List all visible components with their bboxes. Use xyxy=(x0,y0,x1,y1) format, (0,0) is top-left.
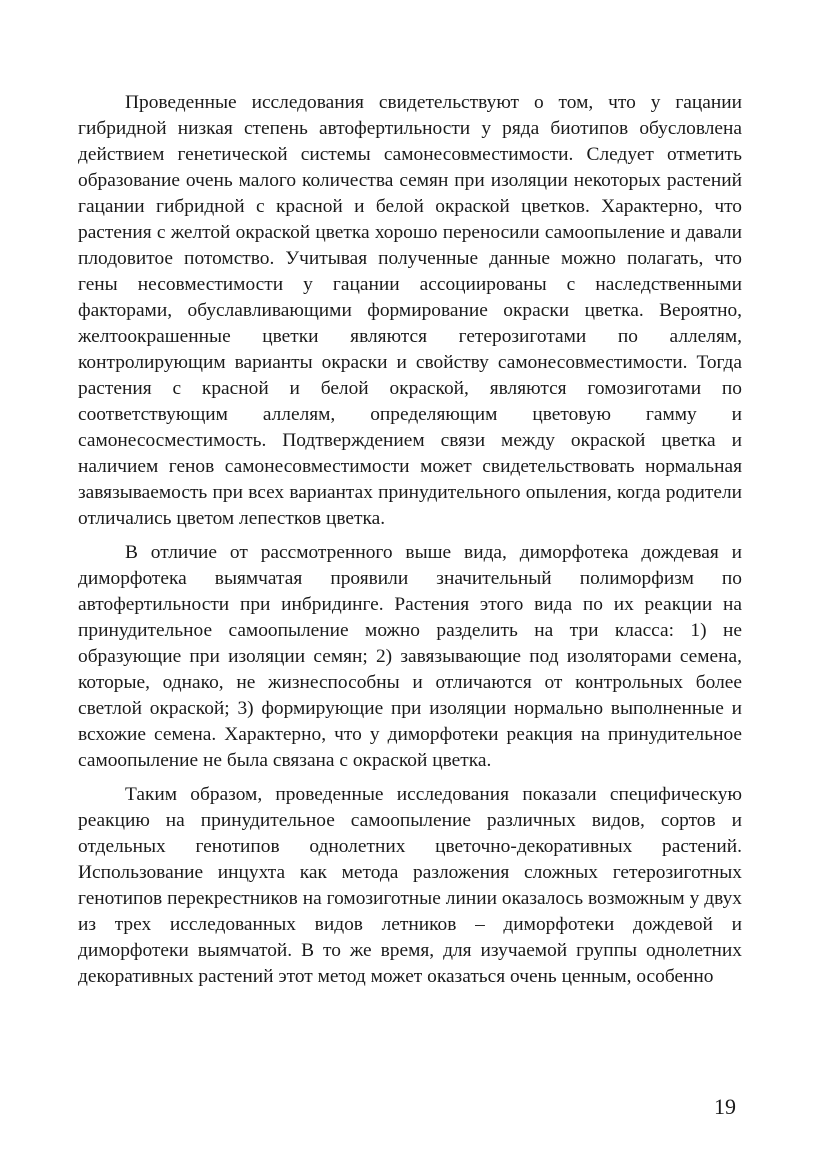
paragraph-3: Таким образом, проведенные исследования показали специфическую реакцию на принудительное самоопыление различных видов, сортов и отдельных генотипов однолетних цветочно-декоративных растений. Использование инцухта как метода разложения сложных гетерозиготных генотипов перекрестников на гомозиготные линии оказалось возможным у двух из трех исследованных видов летников – диморфотеки дождевой и диморфотеки выямчатой. В то же время, для изучаемой группы однолетних декоративных растений этот метод может оказаться очень ценным, особенно xyxy=(78,784,742,987)
page-number: 19 xyxy=(714,1094,736,1119)
body-text xyxy=(78,90,742,998)
paragraph-1: Проведенные исследования свидетельствуют о том, что у гацании гибридной низкая степень автофертильности у ряда биотипов обусловлена действием генетической системы самонесовместимости. Следует отметить образование очень малого количества семян при изоляции некоторых растений гацании гибридной с красной и белой окраской цветков. Характерно, что растения с желтой окраской цветка хорошо переносили самоопыление и давали плодовитое потомство. Учитывая полученные данные можно полагать, что гены несовместимости у гацании ассоциированы с наследственными факторами, обуславливающими формирование окраски цветка. Вероятно, желтоокрашенные цветки являются гетерозиготами по аллелям, контролирующим варианты окраски и свойству самонесовместимости. Тогда растения с красной и белой окраской, являются гомозиготами по соответствующим аллелям, определяющим цветовую гамму и самонесосместимость. Подтверждением связи между окраской цветка и наличием генов самонесовместимости может свидетельствовать нормальная завязываемость при всех вариантах принудительного опыления, когда родители отличались цветом лепестков цветка. xyxy=(78,92,742,529)
paragraph-2: В отличие от рассмотренного выше вида, диморфотека дождевая и диморфотека выямчатая проявили значительный полиморфизм по автофертильности при инбридинге. Растения этого вида по их реакции на принудительное самоопыление можно разделить на три класса: 1) не образующие при изоляции семян; 2) завязывающие под изоляторами семена, которые, однако, не жизнеспособны и отличаются от контрольных более светлой окраской; 3) формирующие при изоляции нормально выполненные и всхожие семена. Характерно, что у диморфотеки реакция на принудительное самоопыление не была связана с окраской цветка. xyxy=(78,542,742,771)
